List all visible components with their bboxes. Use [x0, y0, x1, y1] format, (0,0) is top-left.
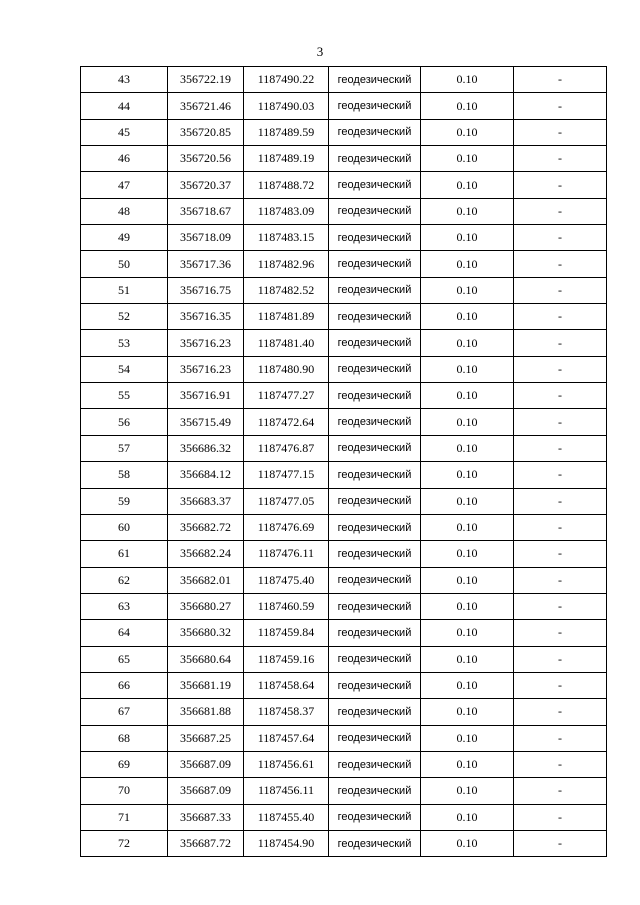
method-cell: геодезический: [329, 198, 421, 224]
note-cell: -: [514, 462, 607, 488]
point-number-cell: 65: [81, 646, 168, 672]
accuracy-cell: 0.10: [421, 277, 514, 303]
method-cell: геодезический: [329, 541, 421, 567]
note-cell: -: [514, 251, 607, 277]
y-coordinate-cell: 1187458.37: [244, 699, 329, 725]
method-cell: геодезический: [329, 751, 421, 777]
note-cell: -: [514, 67, 607, 93]
accuracy-cell: 0.10: [421, 672, 514, 698]
table-row: [81, 198, 607, 224]
x-coordinate-cell: 356716.75: [168, 277, 244, 303]
x-coordinate-cell: 356683.37: [168, 488, 244, 514]
method-cell: геодезический: [329, 567, 421, 593]
method-cell: геодезический: [329, 620, 421, 646]
x-coordinate-cell: 356716.23: [168, 330, 244, 356]
point-number-cell: 55: [81, 383, 168, 409]
point-number-cell: 43: [81, 67, 168, 93]
method-cell: геодезический: [329, 462, 421, 488]
note-cell: -: [514, 751, 607, 777]
accuracy-cell: 0.10: [421, 146, 514, 172]
y-coordinate-cell: 1187477.15: [244, 462, 329, 488]
coordinates-table-body: [81, 67, 607, 857]
accuracy-cell: 0.10: [421, 541, 514, 567]
table-row: [81, 672, 607, 698]
note-cell: -: [514, 488, 607, 514]
table-row: [81, 593, 607, 619]
method-cell: геодезический: [329, 67, 421, 93]
y-coordinate-cell: 1187476.87: [244, 435, 329, 461]
point-number-cell: 52: [81, 304, 168, 330]
table-row: [81, 119, 607, 145]
table-row: [81, 225, 607, 251]
point-number-cell: 51: [81, 277, 168, 303]
point-number-cell: 71: [81, 804, 168, 830]
coordinates-table: [80, 66, 607, 857]
y-coordinate-cell: 1187481.40: [244, 330, 329, 356]
note-cell: -: [514, 409, 607, 435]
point-number-cell: 54: [81, 356, 168, 382]
method-cell: геодезический: [329, 672, 421, 698]
table-row: [81, 620, 607, 646]
y-coordinate-cell: 1187476.11: [244, 541, 329, 567]
method-cell: геодезический: [329, 172, 421, 198]
accuracy-cell: 0.10: [421, 251, 514, 277]
table-row: [81, 699, 607, 725]
point-number-cell: 72: [81, 830, 168, 856]
accuracy-cell: 0.10: [421, 330, 514, 356]
point-number-cell: 47: [81, 172, 168, 198]
accuracy-cell: 0.10: [421, 409, 514, 435]
table-row: [81, 304, 607, 330]
x-coordinate-cell: 356717.36: [168, 251, 244, 277]
note-cell: -: [514, 567, 607, 593]
point-number-cell: 64: [81, 620, 168, 646]
point-number-cell: 66: [81, 672, 168, 698]
point-number-cell: 44: [81, 93, 168, 119]
accuracy-cell: 0.10: [421, 830, 514, 856]
x-coordinate-cell: 356718.67: [168, 198, 244, 224]
method-cell: геодезический: [329, 251, 421, 277]
method-cell: геодезический: [329, 593, 421, 619]
y-coordinate-cell: 1187488.72: [244, 172, 329, 198]
x-coordinate-cell: 356687.72: [168, 830, 244, 856]
note-cell: -: [514, 119, 607, 145]
method-cell: геодезический: [329, 409, 421, 435]
x-coordinate-cell: 356680.27: [168, 593, 244, 619]
accuracy-cell: 0.10: [421, 383, 514, 409]
y-coordinate-cell: 1187460.59: [244, 593, 329, 619]
point-number-cell: 50: [81, 251, 168, 277]
x-coordinate-cell: 356684.12: [168, 462, 244, 488]
note-cell: -: [514, 514, 607, 540]
y-coordinate-cell: 1187457.64: [244, 725, 329, 751]
y-coordinate-cell: 1187472.64: [244, 409, 329, 435]
x-coordinate-cell: 356682.72: [168, 514, 244, 540]
note-cell: -: [514, 146, 607, 172]
table-row: [81, 330, 607, 356]
accuracy-cell: 0.10: [421, 699, 514, 725]
x-coordinate-cell: 356680.64: [168, 646, 244, 672]
method-cell: геодезический: [329, 330, 421, 356]
table-row: [81, 567, 607, 593]
method-cell: геодезический: [329, 277, 421, 303]
x-coordinate-cell: 356686.32: [168, 435, 244, 461]
method-cell: геодезический: [329, 304, 421, 330]
note-cell: -: [514, 383, 607, 409]
point-number-cell: 61: [81, 541, 168, 567]
table-row: [81, 804, 607, 830]
method-cell: геодезический: [329, 699, 421, 725]
point-number-cell: 46: [81, 146, 168, 172]
x-coordinate-cell: 356681.19: [168, 672, 244, 698]
point-number-cell: 48: [81, 198, 168, 224]
x-coordinate-cell: 356716.23: [168, 356, 244, 382]
y-coordinate-cell: 1187477.05: [244, 488, 329, 514]
note-cell: -: [514, 725, 607, 751]
x-coordinate-cell: 356720.56: [168, 146, 244, 172]
method-cell: геодезический: [329, 778, 421, 804]
y-coordinate-cell: 1187490.22: [244, 67, 329, 93]
point-number-cell: 49: [81, 225, 168, 251]
y-coordinate-cell: 1187489.19: [244, 146, 329, 172]
point-number-cell: 69: [81, 751, 168, 777]
table-row: [81, 146, 607, 172]
accuracy-cell: 0.10: [421, 620, 514, 646]
accuracy-cell: 0.10: [421, 725, 514, 751]
method-cell: геодезический: [329, 119, 421, 145]
y-coordinate-cell: 1187476.69: [244, 514, 329, 540]
x-coordinate-cell: 356720.85: [168, 119, 244, 145]
point-number-cell: 68: [81, 725, 168, 751]
table-row: [81, 409, 607, 435]
point-number-cell: 60: [81, 514, 168, 540]
y-coordinate-cell: 1187482.52: [244, 277, 329, 303]
point-number-cell: 63: [81, 593, 168, 619]
point-number-cell: 56: [81, 409, 168, 435]
method-cell: геодезический: [329, 93, 421, 119]
table-row: [81, 356, 607, 382]
note-cell: -: [514, 172, 607, 198]
table-row: [81, 646, 607, 672]
point-number-cell: 53: [81, 330, 168, 356]
table-row: [81, 172, 607, 198]
x-coordinate-cell: 356681.88: [168, 699, 244, 725]
note-cell: -: [514, 198, 607, 224]
accuracy-cell: 0.10: [421, 751, 514, 777]
point-number-cell: 58: [81, 462, 168, 488]
accuracy-cell: 0.10: [421, 356, 514, 382]
x-coordinate-cell: 356687.09: [168, 778, 244, 804]
y-coordinate-cell: 1187489.59: [244, 119, 329, 145]
note-cell: -: [514, 304, 607, 330]
method-cell: геодезический: [329, 804, 421, 830]
accuracy-cell: 0.10: [421, 172, 514, 198]
y-coordinate-cell: 1187459.84: [244, 620, 329, 646]
method-cell: геодезический: [329, 356, 421, 382]
point-number-cell: 67: [81, 699, 168, 725]
note-cell: -: [514, 672, 607, 698]
y-coordinate-cell: 1187481.89: [244, 304, 329, 330]
point-number-cell: 45: [81, 119, 168, 145]
y-coordinate-cell: 1187455.40: [244, 804, 329, 830]
note-cell: -: [514, 435, 607, 461]
method-cell: геодезический: [329, 225, 421, 251]
page-number: 3: [316, 44, 324, 59]
point-number-cell: 57: [81, 435, 168, 461]
note-cell: -: [514, 356, 607, 382]
accuracy-cell: 0.10: [421, 462, 514, 488]
note-cell: -: [514, 778, 607, 804]
accuracy-cell: 0.10: [421, 514, 514, 540]
point-number-cell: 62: [81, 567, 168, 593]
table-row: [81, 462, 607, 488]
x-coordinate-cell: 356682.01: [168, 567, 244, 593]
accuracy-cell: 0.10: [421, 778, 514, 804]
y-coordinate-cell: 1187482.96: [244, 251, 329, 277]
x-coordinate-cell: 356716.35: [168, 304, 244, 330]
x-coordinate-cell: 356722.19: [168, 67, 244, 93]
x-coordinate-cell: 356718.09: [168, 225, 244, 251]
y-coordinate-cell: 1187459.16: [244, 646, 329, 672]
accuracy-cell: 0.10: [421, 67, 514, 93]
y-coordinate-cell: 1187483.09: [244, 198, 329, 224]
table-row: [81, 541, 607, 567]
accuracy-cell: 0.10: [421, 804, 514, 830]
accuracy-cell: 0.10: [421, 93, 514, 119]
note-cell: -: [514, 620, 607, 646]
method-cell: геодезический: [329, 146, 421, 172]
accuracy-cell: 0.10: [421, 304, 514, 330]
note-cell: -: [514, 646, 607, 672]
accuracy-cell: 0.10: [421, 567, 514, 593]
x-coordinate-cell: 356680.32: [168, 620, 244, 646]
accuracy-cell: 0.10: [421, 488, 514, 514]
note-cell: -: [514, 225, 607, 251]
y-coordinate-cell: 1187490.03: [244, 93, 329, 119]
x-coordinate-cell: 356721.46: [168, 93, 244, 119]
note-cell: -: [514, 593, 607, 619]
table-row: [81, 778, 607, 804]
accuracy-cell: 0.10: [421, 593, 514, 619]
y-coordinate-cell: 1187480.90: [244, 356, 329, 382]
x-coordinate-cell: 356687.09: [168, 751, 244, 777]
accuracy-cell: 0.10: [421, 119, 514, 145]
method-cell: геодезический: [329, 725, 421, 751]
method-cell: геодезический: [329, 488, 421, 514]
table-row: [81, 435, 607, 461]
point-number-cell: 59: [81, 488, 168, 514]
note-cell: -: [514, 93, 607, 119]
note-cell: -: [514, 699, 607, 725]
note-cell: -: [514, 830, 607, 856]
x-coordinate-cell: 356687.33: [168, 804, 244, 830]
method-cell: геодезический: [329, 830, 421, 856]
x-coordinate-cell: 356682.24: [168, 541, 244, 567]
x-coordinate-cell: 356715.49: [168, 409, 244, 435]
note-cell: -: [514, 804, 607, 830]
method-cell: геодезический: [329, 435, 421, 461]
y-coordinate-cell: 1187456.11: [244, 778, 329, 804]
point-number-cell: 70: [81, 778, 168, 804]
y-coordinate-cell: 1187477.27: [244, 383, 329, 409]
table-row: [81, 93, 607, 119]
method-cell: геодезический: [329, 383, 421, 409]
table-row: [81, 514, 607, 540]
x-coordinate-cell: 356716.91: [168, 383, 244, 409]
accuracy-cell: 0.10: [421, 225, 514, 251]
note-cell: -: [514, 277, 607, 303]
table-row: [81, 383, 607, 409]
y-coordinate-cell: 1187454.90: [244, 830, 329, 856]
x-coordinate-cell: 356687.25: [168, 725, 244, 751]
method-cell: геодезический: [329, 646, 421, 672]
y-coordinate-cell: 1187458.64: [244, 672, 329, 698]
table-row: [81, 725, 607, 751]
x-coordinate-cell: 356720.37: [168, 172, 244, 198]
table-row: [81, 488, 607, 514]
note-cell: -: [514, 541, 607, 567]
table-row: [81, 751, 607, 777]
accuracy-cell: 0.10: [421, 646, 514, 672]
note-cell: -: [514, 330, 607, 356]
table-row: [81, 830, 607, 856]
table-row: [81, 251, 607, 277]
table-row: [81, 67, 607, 93]
method-cell: геодезический: [329, 514, 421, 540]
accuracy-cell: 0.10: [421, 198, 514, 224]
y-coordinate-cell: 1187456.61: [244, 751, 329, 777]
y-coordinate-cell: 1187475.40: [244, 567, 329, 593]
table-row: [81, 277, 607, 303]
accuracy-cell: 0.10: [421, 435, 514, 461]
y-coordinate-cell: 1187483.15: [244, 225, 329, 251]
